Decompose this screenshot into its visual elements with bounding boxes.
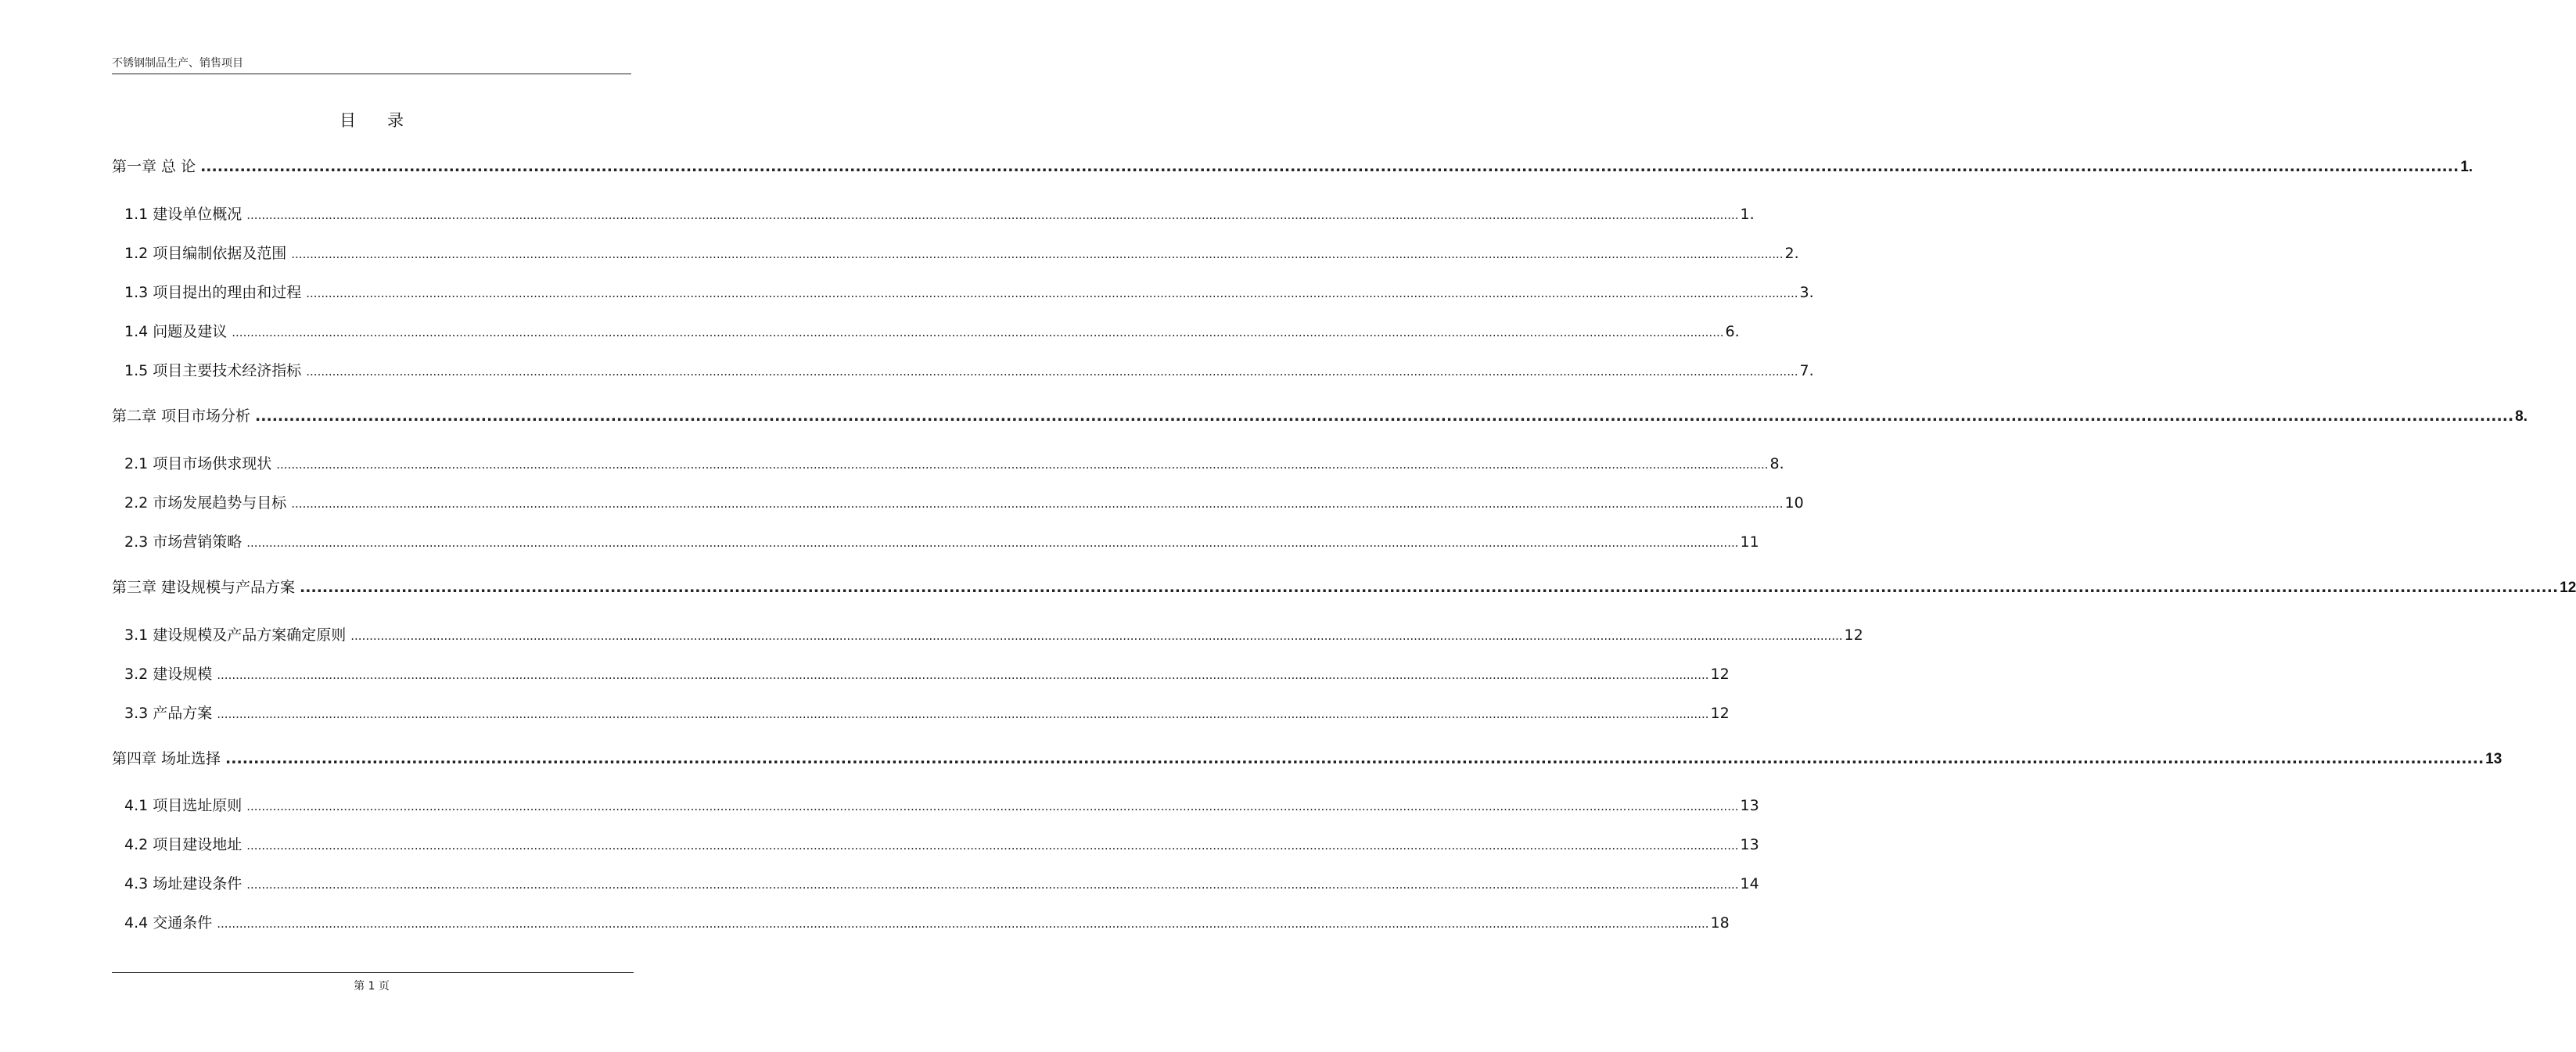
toc-dot-leader: ................................................................................................................................................................................................................................................................................................................................................................................................................ — [291, 497, 1784, 511]
toc-dot-leader: ................................................................................................................................................................................................................................................................................................................................................................................................................ — [217, 707, 1709, 721]
toc-dot-leader: ................................................................................................................................................................................................................................................................................................................................................................................................................ — [300, 579, 2559, 596]
toc-entry-label: 3.2 建设规模 — [124, 666, 213, 683]
toc-section-entry[interactable] — [124, 872, 1759, 893]
toc-page-number: 13 — [2485, 751, 2502, 767]
toc-page-number: 1. — [1740, 206, 1755, 223]
toc-section-entry[interactable] — [124, 203, 1755, 224]
toc-entry-label: 第一章 总 论 — [112, 158, 196, 175]
toc-dot-leader: ................................................................................................................................................................................................................................................................................................................................................................................................................ — [246, 799, 1739, 813]
toc-page-number: 7. — [1799, 362, 1814, 379]
footer-rule — [112, 972, 634, 973]
toc-section-entry[interactable] — [124, 833, 1759, 854]
toc-section-entry[interactable] — [124, 359, 1814, 380]
toc-section-entry[interactable] — [124, 662, 1730, 684]
footer-page-number: 第 1 页 — [354, 980, 390, 993]
toc-page-number: 13 — [1740, 797, 1759, 814]
toc-dot-leader: ................................................................................................................................................................................................................................................................................................................................................................................................................ — [246, 536, 1739, 550]
toc-dot-leader: ................................................................................................................................................................................................................................................................................................................................................................................................................ — [255, 408, 2514, 425]
toc-page-number: 1. — [2460, 159, 2474, 175]
toc-dot-leader: ................................................................................................................................................................................................................................................................................................................................................................................................................ — [246, 878, 1739, 892]
toc-page-number: 8. — [2515, 408, 2528, 425]
toc-page-number: 8. — [1769, 455, 1784, 472]
toc-page-number: 12 — [1844, 627, 1863, 644]
toc-dot-leader: ................................................................................................................................................................................................................................................................................................................................................................................................................ — [232, 325, 1724, 339]
toc-entry-label: 3.1 建设规模及产品方案确定原则 — [124, 627, 347, 644]
toc-dot-leader: ................................................................................................................................................................................................................................................................................................................................................................................................................ — [200, 158, 2459, 175]
toc-page-number: 2. — [1784, 245, 1799, 262]
toc-dot-leader: ................................................................................................................................................................................................................................................................................................................................................................................................................ — [246, 838, 1739, 853]
toc-entry-label: 2.1 项目市场供求现状 — [124, 455, 272, 472]
toc-section-entry[interactable] — [124, 794, 1759, 815]
toc-page-number: 6. — [1725, 323, 1740, 340]
toc-section-entry[interactable] — [124, 320, 1740, 341]
toc-section-entry[interactable] — [124, 623, 1863, 644]
toc-entry-label: 第四章 场址选择 — [112, 750, 221, 767]
running-header-title: 不锈钢制品生产、销售项目 — [112, 57, 243, 70]
toc-page-number: 12 — [1710, 666, 1730, 683]
toc-section-entry[interactable] — [124, 281, 1814, 302]
toc-page-number: 3. — [1799, 284, 1814, 301]
toc-dot-leader: ................................................................................................................................................................................................................................................................................................................................................................................................................ — [225, 750, 2484, 767]
toc-chapter-entry[interactable] — [112, 576, 2576, 597]
toc-page-number: 18 — [1710, 914, 1730, 932]
toc-page-number: 13 — [1740, 836, 1759, 853]
toc-dot-leader: ................................................................................................................................................................................................................................................................................................................................................................................................................ — [246, 208, 1739, 222]
toc-page-number: 12 — [2560, 580, 2576, 596]
toc-entry-label: 4.3 场址建设条件 — [124, 875, 243, 892]
toc-chapter-entry[interactable] — [112, 404, 2528, 425]
toc-dot-leader: ................................................................................................................................................................................................................................................................................................................................................................................................................ — [306, 286, 1798, 300]
toc-entry-label: 第二章 项目市场分析 — [112, 408, 251, 425]
toc-dot-leader: ................................................................................................................................................................................................................................................................................................................................................................................................................ — [291, 247, 1784, 261]
toc-entry-label: 4.1 项目选址原则 — [124, 797, 243, 814]
toc-entry-label: 第三章 建设规模与产品方案 — [112, 579, 296, 596]
toc-dot-leader: ................................................................................................................................................................................................................................................................................................................................................................................................................ — [217, 668, 1709, 682]
toc-page-number: 14 — [1740, 875, 1759, 892]
toc-entry-label: 1.2 项目编制依据及范围 — [124, 245, 287, 262]
toc-entry-label: 2.2 市场发展趋势与目标 — [124, 494, 287, 512]
toc-entry-label: 4.2 项目建设地址 — [124, 836, 243, 853]
toc-entry-label: 1.3 项目提出的理由和过程 — [124, 284, 302, 301]
toc-section-entry[interactable] — [124, 702, 1730, 723]
toc-section-entry[interactable] — [124, 530, 1759, 551]
toc-page-number: 12 — [1710, 705, 1730, 722]
toc-chapter-entry[interactable] — [112, 747, 2502, 768]
toc-entry-label: 1.5 项目主要技术经济指标 — [124, 362, 302, 379]
toc-chapter-entry[interactable] — [112, 155, 2474, 176]
toc-entry-label: 1.1 建设单位概况 — [124, 206, 243, 223]
toc-section-entry[interactable] — [124, 242, 1799, 263]
toc-entry-label: 1.4 问题及建议 — [124, 323, 228, 340]
toc-page-number: 11 — [1740, 533, 1759, 551]
toc-entry-label: 3.3 产品方案 — [124, 705, 213, 722]
toc-section-entry[interactable] — [124, 491, 1804, 512]
toc-dot-leader: ................................................................................................................................................................................................................................................................................................................................................................................................................ — [217, 917, 1709, 931]
toc-dot-leader: ................................................................................................................................................................................................................................................................................................................................................................................................................ — [350, 629, 1843, 643]
toc-heading: 目录 — [340, 111, 435, 130]
toc-dot-leader: ................................................................................................................................................................................................................................................................................................................................................................................................................ — [276, 458, 1769, 472]
toc-dot-leader: ................................................................................................................................................................................................................................................................................................................................................................................................................ — [306, 364, 1798, 379]
toc-section-entry[interactable] — [124, 911, 1730, 932]
toc-entry-label: 4.4 交通条件 — [124, 914, 213, 932]
toc-entry-label: 2.3 市场营销策略 — [124, 533, 243, 551]
toc-page-number: 10 — [1784, 494, 1804, 512]
toc-section-entry[interactable] — [124, 452, 1784, 473]
